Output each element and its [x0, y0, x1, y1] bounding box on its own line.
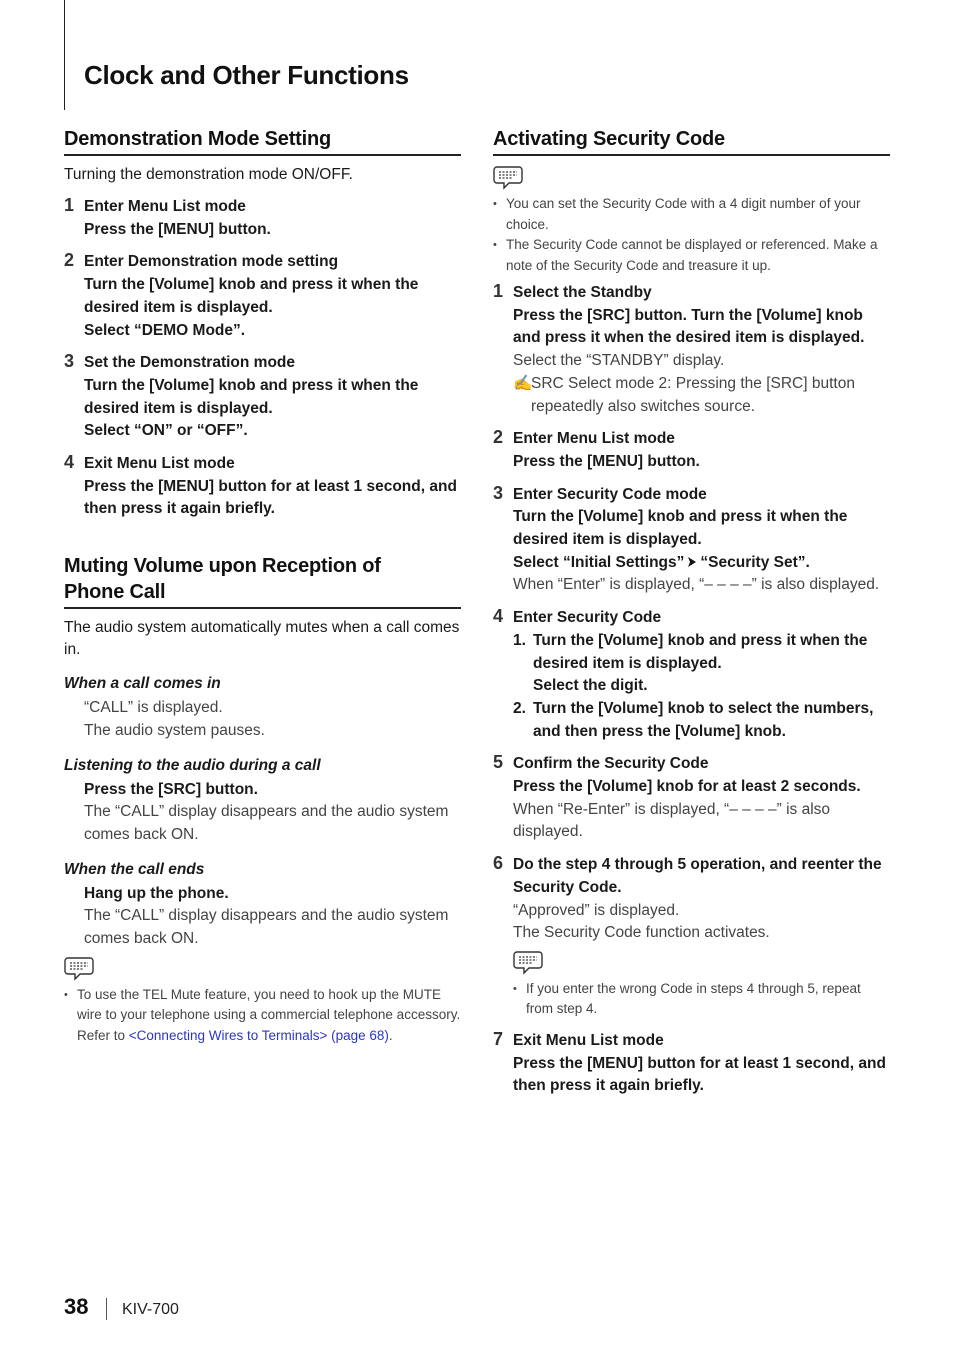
case-title: When the call ends — [64, 860, 205, 878]
page-link[interactable]: <Connecting Wires to Terminals> (page 68) — [128, 1027, 389, 1043]
note-item: • The Security Code cannot be displayed or referenced. Make a note of the Security Code and treasure it up. — [493, 235, 890, 276]
note-item — [64, 985, 461, 1047]
step-result: The Security Code function activates. — [513, 924, 770, 942]
mute-heading-line2: Phone Call — [64, 581, 166, 604]
step-title: Enter Demonstration mode setting — [84, 253, 339, 271]
step-instruction: Press the [MENU] button. — [84, 220, 271, 238]
demo-step-4 — [64, 453, 461, 521]
case-body — [64, 697, 461, 742]
security-step-3 — [493, 484, 890, 598]
note-text: To use the TEL Mute feature, you need to hook up the MUTE wire to your telephone using a commercial telephone accessory. Refer to — [77, 986, 461, 1043]
step-number: 4 — [64, 452, 75, 473]
case-text: The audio system pauses. — [84, 721, 265, 739]
step-result: Select the “STANDBY” display. — [513, 352, 725, 370]
step-instruction: Press the [Volume] knob for at least 2 seconds. — [513, 778, 861, 796]
left-column — [64, 126, 461, 1046]
select-first: Select “Initial Settings” — [513, 553, 685, 571]
substep-number: 2. — [513, 699, 526, 717]
step-instruction: Turn the [Volume] knob and press it when the desired item is displayed. — [513, 508, 848, 549]
step-title: Confirm the Security Code — [513, 755, 709, 773]
step-number: 3 — [64, 351, 75, 372]
step-number: 2 — [64, 250, 75, 271]
step-title: Do the step 4 through 5 operation, and reenter the Security Code. — [513, 856, 882, 896]
step-title: Enter Security Code mode — [513, 485, 707, 503]
security-step-2 — [493, 428, 890, 473]
mute-heading — [64, 553, 461, 609]
page-title: Clock and Other Functions — [84, 60, 409, 90]
note-item: • If you enter the wrong Code in steps 4 through 5, repeat from step 4. — [513, 979, 890, 1020]
step-instruction: Press the [SRC] button. Turn the [Volume] knob and press it when the desired item is displayed. — [513, 306, 865, 347]
substep-text — [533, 630, 890, 698]
substep-line: Select the digit. — [533, 677, 648, 695]
case-body — [64, 779, 461, 847]
substep-line: Turn the [Volume] knob and press it when the desired item is displayed. — [533, 631, 868, 672]
security-step-4 — [493, 607, 890, 743]
case-text: “CALL” is displayed. — [84, 699, 223, 717]
demo-heading: Demonstration Mode Setting — [64, 126, 461, 156]
step-number: 4 — [493, 606, 504, 627]
note-item: • You can set the Security Code with a 4 digit number of your choice. — [493, 194, 890, 235]
step-result: When “Enter” is displayed, “– – – –” is also displayed. — [513, 576, 880, 594]
step-result: “Approved” is displayed. — [513, 901, 680, 919]
mute-notes — [64, 985, 461, 1047]
step-instruction: Press the [MENU] button for at least 1 second, and then press it again briefly. — [84, 477, 457, 518]
security-notes — [493, 194, 890, 276]
demo-intro: Turning the demonstration mode ON/OFF. — [64, 166, 353, 183]
step-number: 1 — [493, 281, 504, 301]
step-instruction: Press the [MENU] button. — [513, 452, 700, 470]
footer-divider — [106, 1298, 107, 1320]
step-number: 5 — [493, 752, 504, 773]
demo-step-1 — [64, 196, 461, 241]
case-text: The “CALL” display disappears and the audio system comes back ON. — [84, 803, 449, 843]
mute-heading-line1: Muting Volume upon Reception of — [64, 555, 381, 578]
step-note — [513, 373, 890, 418]
substep-1 — [513, 630, 890, 698]
step-result: When “Re-Enter” is displayed, “– – – –” is also displayed. — [513, 800, 831, 841]
chevron-right-icon — [687, 556, 697, 568]
security-heading: Activating Security Code — [493, 126, 890, 156]
step-instruction: Press the [MENU] button for at least 1 second, and then press it again briefly. — [513, 1054, 886, 1095]
select-second: “Security Set”. — [700, 553, 810, 571]
case-title: When a call comes in — [64, 675, 221, 693]
step-number: 2 — [493, 427, 504, 448]
pencil-icon: ✍ — [513, 374, 533, 392]
step-title: Enter Menu List mode — [84, 198, 246, 215]
step-notes — [513, 979, 890, 1020]
step-title: Enter Menu List mode — [513, 430, 675, 448]
case-body — [64, 883, 461, 951]
demo-step-3 — [64, 352, 461, 443]
step-note-text: SRC Select mode 2: Pressing the [SRC] button repeatedly also switches source. — [531, 374, 855, 415]
right-column — [493, 126, 890, 1108]
demo-step-2 — [64, 251, 461, 342]
security-step-6 — [493, 854, 890, 1020]
step-select — [513, 552, 890, 575]
model-name: KIV-700 — [122, 1301, 179, 1318]
step-title: Enter Security Code — [513, 609, 662, 627]
step-title: Exit Menu List mode — [513, 1031, 664, 1049]
note-end: . — [388, 1027, 393, 1043]
step-number: 7 — [493, 1028, 504, 1049]
note-icon — [513, 949, 543, 975]
header-rule — [64, 0, 65, 110]
case-text: The “CALL” display disappears and the audio system comes back ON. — [84, 907, 449, 948]
step-title: Select the Standby — [513, 284, 652, 301]
case-title: Listening to the audio during a call — [64, 756, 321, 774]
substep-2 — [513, 698, 890, 743]
substep-text: Turn the [Volume] knob to select the numbers, and then press the [Volume] knob. — [533, 699, 874, 740]
step-number: 3 — [493, 482, 504, 503]
security-step-5 — [493, 753, 890, 844]
step-title: Exit Menu List mode — [84, 455, 235, 473]
step-number: 6 — [493, 853, 504, 874]
page-number: 38 — [64, 1294, 89, 1319]
note-icon — [493, 164, 523, 190]
security-step-7 — [493, 1030, 890, 1098]
step-title: Set the Demonstration mode — [84, 354, 295, 372]
security-step-1 — [493, 282, 890, 418]
step-instruction: Turn the [Volume] knob and press it when the desired item is displayed. — [84, 276, 419, 316]
case-action: Hang up the phone. — [84, 884, 229, 902]
mute-intro: The audio system automatically mutes when a call comes in. — [64, 619, 460, 659]
step-instruction: Select “ON” or “OFF”. — [84, 422, 248, 440]
note-icon — [64, 955, 94, 981]
step-instruction: Select “DEMO Mode”. — [84, 321, 246, 339]
substep-number: 1. — [513, 631, 526, 649]
step-number: 1 — [64, 195, 75, 215]
step-instruction: Turn the [Volume] knob and press it when the desired item is displayed. — [84, 376, 419, 417]
case-action: Press the [SRC] button. — [84, 780, 258, 798]
